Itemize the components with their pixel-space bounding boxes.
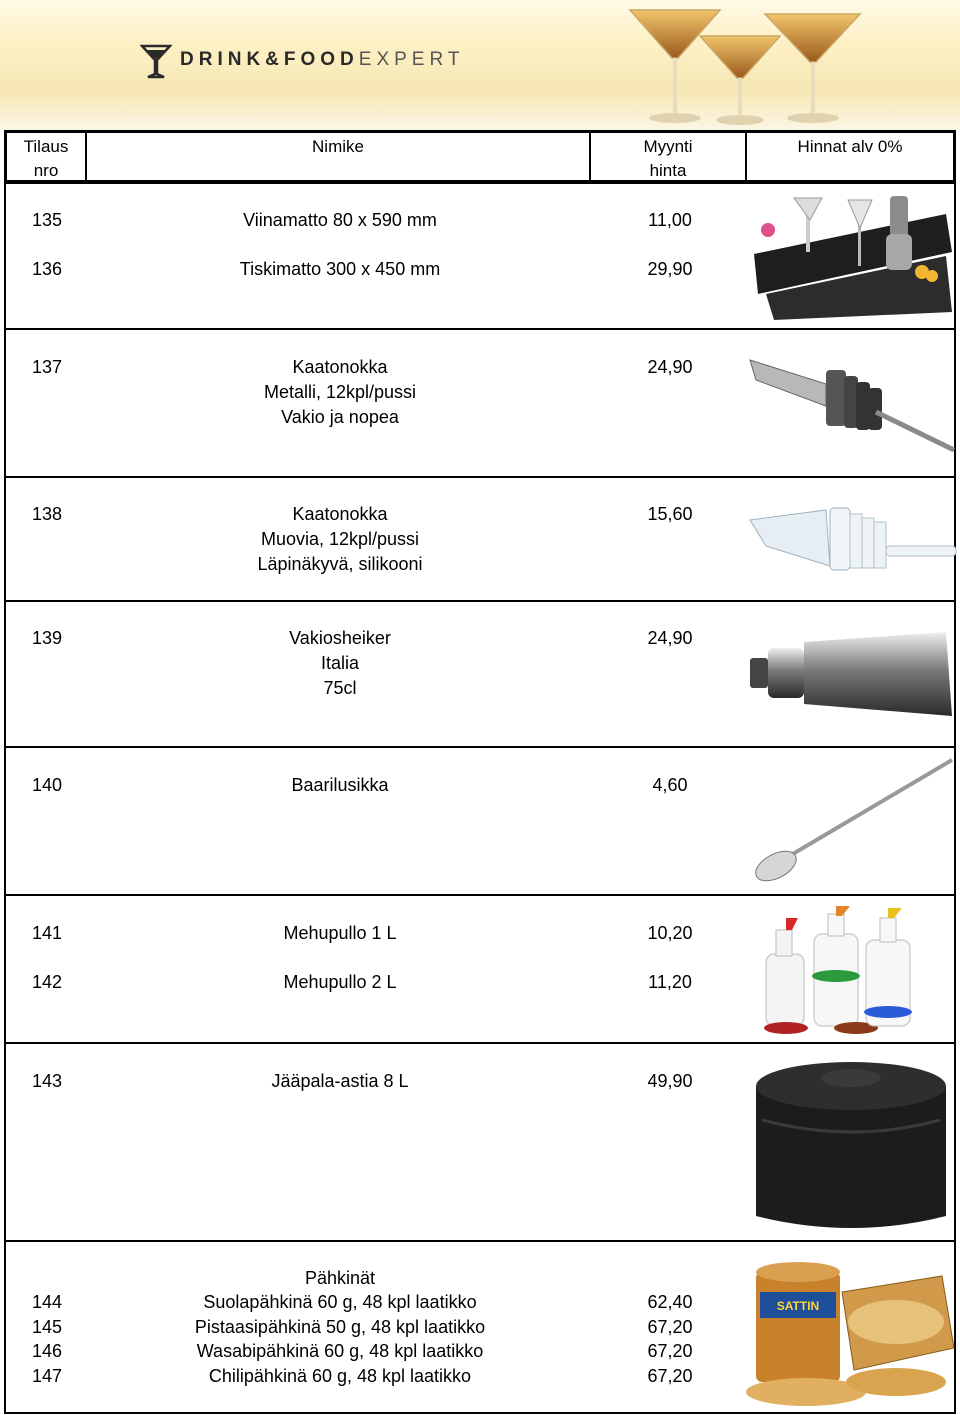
nuts-heading: Pähkinät	[304, 1268, 376, 1288]
product-name: Pistaasipähkinä 50 g, 48 kpl laatikko	[194, 1317, 486, 1337]
product-nro: 144	[31, 1292, 63, 1312]
column-header-nro	[7, 133, 87, 180]
column-header-hinta-line1: Myynti	[643, 137, 693, 156]
nut-cans-image	[746, 1252, 958, 1408]
product-group-nuts	[6, 1242, 954, 1412]
product-price: 11,00	[648, 210, 692, 230]
product-nro: 135	[31, 210, 63, 230]
column-header-alv: Hinnat alv 0%	[797, 137, 903, 156]
product-price: 24,90	[647, 357, 693, 377]
product-price: 29,90	[647, 259, 693, 279]
logo-text-thin: EXPERT	[358, 49, 465, 70]
cocktail-glasses-image	[620, 0, 960, 130]
header-banner	[0, 0, 960, 130]
product-name: Vakiosheiker	[289, 628, 391, 648]
product-table	[4, 184, 956, 1414]
product-group-juice-bottles	[6, 896, 954, 1044]
brand-logo	[140, 40, 464, 80]
product-nro: 138	[31, 504, 63, 524]
juice-bottles-image	[746, 904, 958, 1038]
product-name: Suolapähkinä 60 g, 48 kpl laatikko	[203, 1292, 477, 1312]
bar-spoon-image	[746, 756, 958, 890]
product-name: Baarilusikka	[291, 775, 389, 795]
product-price: 4,60	[652, 775, 688, 795]
product-group-plastic-pourer	[6, 478, 954, 602]
nut-can-label: SATTIN	[776, 1299, 820, 1313]
product-nro: 147	[31, 1366, 63, 1386]
column-header-nimike: Nimike	[87, 133, 591, 180]
product-name-line2: Italia	[320, 653, 360, 673]
column-header-nro-line1: Tilaus	[23, 137, 69, 156]
column-header-hinta	[591, 133, 747, 180]
product-nro: 141	[31, 923, 63, 943]
product-name: Kaatonokka	[292, 357, 388, 377]
product-group-metal-pourer	[6, 330, 954, 478]
product-name-line2: Metalli, 12kpl/pussi	[263, 382, 417, 402]
product-group-shaker	[6, 602, 954, 748]
product-nro: 143	[31, 1071, 63, 1091]
product-name: Viinamatto 80 x 590 mm	[243, 210, 437, 230]
product-name: Tiskimatto 300 x 450 mm	[239, 259, 441, 279]
product-price: 49,90	[647, 1071, 693, 1091]
column-header-nro-line2: nro	[33, 161, 59, 180]
product-name-line3: Läpinäkyvä, silikooni	[257, 554, 423, 574]
product-name: Kaatonokka	[292, 504, 388, 524]
product-nro: 139	[31, 628, 63, 648]
product-name-line3: 75cl	[323, 678, 357, 698]
product-name-line2: Muovia, 12kpl/pussi	[260, 529, 420, 549]
product-nro: 145	[31, 1317, 63, 1337]
product-price: 15,60	[647, 504, 693, 524]
product-price: 67,20	[647, 1341, 693, 1361]
product-name: Mehupullo 2 L	[283, 972, 397, 992]
product-price: 62,40	[647, 1292, 693, 1312]
product-nro: 140	[31, 775, 63, 795]
martini-glass-icon	[140, 40, 172, 80]
product-name: Jääpala-astia 8 L	[271, 1071, 409, 1091]
product-group-ice-bucket	[6, 1044, 954, 1242]
bar-mat-image	[746, 194, 956, 322]
ice-bucket-image	[746, 1056, 958, 1236]
plastic-pourer-image	[746, 490, 958, 590]
metal-pourer-image	[746, 350, 958, 460]
product-nro: 136	[31, 259, 63, 279]
product-group-mats	[6, 184, 954, 330]
product-nro: 146	[31, 1341, 63, 1361]
product-price: 10,20	[647, 923, 693, 943]
product-name: Mehupullo 1 L	[283, 923, 397, 943]
column-header-hinta-line2: hinta	[649, 161, 687, 180]
product-group-bar-spoon	[6, 748, 954, 896]
product-name-line3: Vakio ja nopea	[281, 407, 399, 427]
product-price: 24,90	[647, 628, 693, 648]
product-price: 11,20	[648, 972, 692, 992]
product-nro: 142	[31, 972, 63, 992]
product-name: Wasabipähkinä 60 g, 48 kpl laatikko	[196, 1341, 484, 1361]
product-price: 67,20	[647, 1366, 693, 1386]
logo-text-bold: DRINK&FOOD	[180, 49, 359, 70]
table-header	[4, 130, 956, 184]
product-name: Chilipähkinä 60 g, 48 kpl laatikko	[208, 1366, 472, 1386]
product-price: 67,20	[647, 1317, 693, 1337]
cocktail-shaker-image	[746, 624, 958, 724]
product-nro: 137	[31, 357, 63, 377]
